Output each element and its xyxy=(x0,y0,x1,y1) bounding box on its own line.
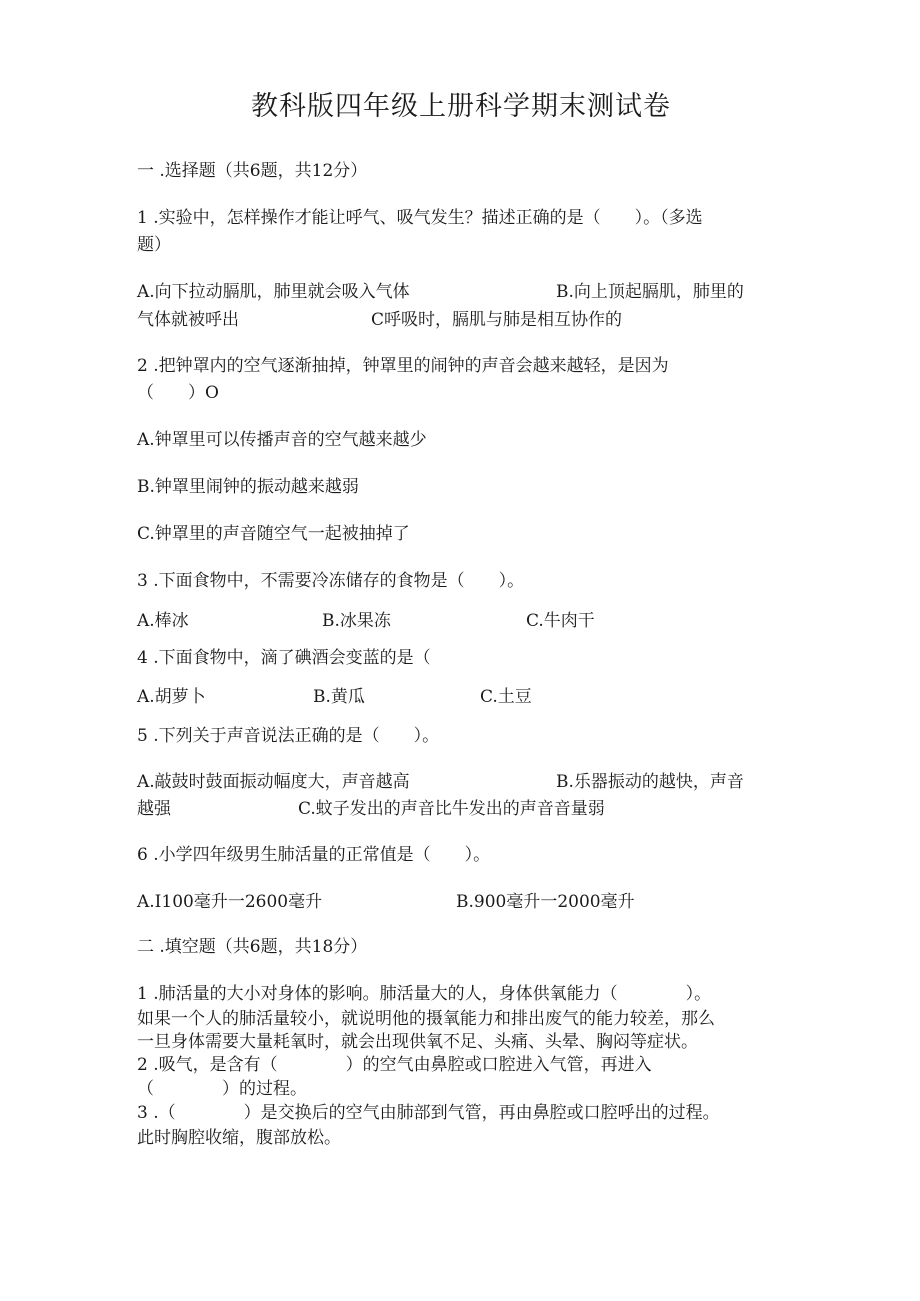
question-line: 2 .吸气，是含有（ ）的空气由鼻腔或口腔进入气管，再进入 xyxy=(137,1055,652,1075)
option-c: C.牛肉干 xyxy=(526,611,595,631)
question-line: 一旦身体需要大量耗氧时，就会出现供氧不足、头痛、头晕、胸闷等症状。 xyxy=(137,1032,698,1052)
question-line: 4 .下面食物中，滴了碘酒会变蓝的是（ xyxy=(137,648,431,668)
option-b-continued: 气体就被呼出 xyxy=(137,310,239,330)
question-line: 此时胸腔收缩，腹部放松。 xyxy=(137,1128,341,1148)
section-heading: 一 .选择题（共6题，共12分） xyxy=(137,161,368,181)
question-line: 1 .实验中，怎样操作才能让呼气、吸气发生？描述正确的是（ ）。（多选 xyxy=(137,208,703,228)
option-c: C呼吸时，膈肌与肺是相互协作的 xyxy=(371,310,623,330)
page-title: 教科版四年级上册科学期末测试卷 xyxy=(251,91,671,122)
question-line: 1 .肺活量的大小对身体的影响。肺活量大的人，身体供氧能力（ ）。 xyxy=(137,984,712,1004)
option-b: B.900毫升一2000毫升 xyxy=(456,892,635,912)
option-a: A.I100毫升一2600毫升 xyxy=(137,892,323,912)
option-b: B.向上顶起膈肌，肺里的 xyxy=(556,282,744,302)
option-a: A.棒冰 xyxy=(137,611,189,631)
option-a: A.敲鼓时鼓面振动幅度大，声音越高 xyxy=(137,772,410,792)
option-c: C.蚊子发出的声音比牛发出的声音音量弱 xyxy=(298,799,605,819)
question-line: 5 .下列关于声音说法正确的是（ ）。 xyxy=(137,726,440,746)
option-b: B.冰果冻 xyxy=(322,611,391,631)
question-line: 如果一个人的肺活量较小，就说明他的摄氧能力和排出废气的能力较差，那么 xyxy=(137,1009,715,1029)
question-line: （ ）O xyxy=(137,383,219,403)
option-b-continued: 越强 xyxy=(137,799,171,819)
question-line: 题） xyxy=(137,235,171,255)
option-c: C.钟罩里的声音随空气一起被抽掉了 xyxy=(137,524,410,544)
option-b: B.黄瓜 xyxy=(313,687,365,707)
option-a: A.钟罩里可以传播声音的空气越来越少 xyxy=(137,430,427,450)
option-b: B.钟罩里闹钟的振动越来越弱 xyxy=(137,477,359,497)
question-line: 3 .下面食物中，不需要冷冻储存的食物是（ ）。 xyxy=(137,571,525,591)
question-line: 6 .小学四年级男生肺活量的正常值是（ ）。 xyxy=(137,845,491,865)
option-a: A.向下拉动膈肌，肺里就会吸入气体 xyxy=(137,282,410,302)
option-c: C.土豆 xyxy=(480,687,532,707)
option-b: B.乐器振动的越快，声音 xyxy=(556,772,744,792)
option-a: A.胡萝卜 xyxy=(137,687,206,707)
section-heading: 二 .填空题（共6题，共18分） xyxy=(137,937,368,957)
question-line: 3 .（ ）是交换后的空气由肺部到气管，再由鼻腔或口腔呼出的过程。 xyxy=(137,1103,720,1123)
question-line: （ ）的过程。 xyxy=(137,1079,307,1099)
question-line: 2 .把钟罩内的空气逐渐抽掉，钟罩里的闹钟的声音会越来越轻，是因为 xyxy=(137,356,669,376)
